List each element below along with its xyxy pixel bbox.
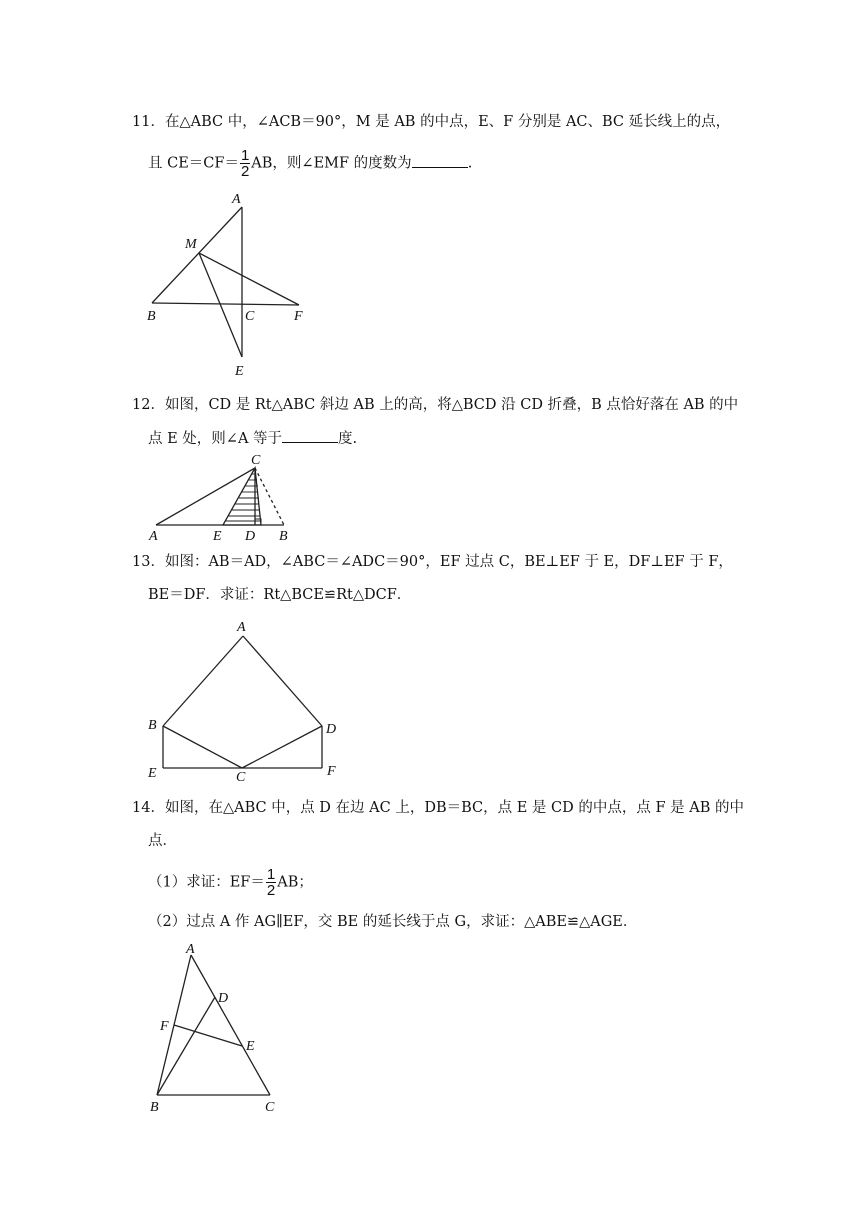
problem-11-text-2a: 且 CE＝CF＝	[148, 155, 239, 172]
label-C: C	[245, 309, 255, 324]
segment-BD	[157, 997, 215, 1095]
problem-13-number: 13．	[132, 554, 165, 570]
problem-14-text-2: 点．	[148, 833, 177, 849]
label-C: C	[265, 1100, 275, 1115]
label-A: A	[232, 192, 241, 207]
label-E: E	[246, 1039, 255, 1054]
problem-14-part1-a: （1）求证：EF＝	[148, 874, 265, 891]
problem-12-number: 12．	[132, 397, 165, 413]
label-B: B	[279, 529, 288, 544]
fraction-numerator: 1	[266, 866, 276, 883]
problem-13-text-1: 如图：AB＝AD，∠ABC＝∠ADC＝90°，EF 过点 C，BE⊥EF 于 E，DF⊥EF 于 F，	[164, 554, 733, 570]
problem-12-text-2b: 度.	[338, 431, 358, 447]
fraction-denominator: 2	[266, 882, 276, 899]
label-C: C	[236, 770, 246, 785]
label-E: E	[235, 364, 244, 379]
problem-11-text-1: 在△ABC 中，∠ACB＝90°，M 是 AB 的中点，E、F 分别是 AC、BC 延长线上的点，	[164, 114, 731, 130]
label-E: E	[213, 529, 222, 544]
problem-12-text-2a: 点 E 处，则∠A 等于	[148, 431, 283, 447]
problem-14-number: 14．	[132, 800, 165, 816]
label-F: F	[294, 309, 303, 324]
label-D: D	[245, 529, 256, 544]
fraction-numerator: 1	[240, 147, 250, 164]
label-D: D	[326, 722, 337, 737]
label-C: C	[251, 453, 261, 468]
label-A: A	[237, 620, 246, 635]
label-F: F	[327, 764, 336, 779]
label-B: B	[147, 309, 156, 324]
label-F: F	[160, 1019, 169, 1034]
label-A: A	[186, 942, 195, 957]
fraction-denominator: 2	[240, 163, 250, 180]
problem-11-period: .	[467, 155, 473, 172]
label-D: D	[218, 991, 229, 1006]
label-M: M	[185, 237, 197, 252]
problem-14-text-1: 如图，在△ABC 中，点 D 在边 AC 上，DB＝BC，点 E 是 CD 的中点，点 F 是 AB 的中	[164, 800, 744, 816]
label-B: B	[150, 1100, 159, 1115]
problem-13-text-2: BE＝DF．求证：Rt△BCE≌Rt△DCF．	[148, 587, 412, 603]
problem-11-number: 11．	[132, 114, 165, 130]
problem-14-part2: （2）过点 A 作 AG∥EF，交 BE 的延长线于点 G，求证：△ABE≌△AGE．	[148, 914, 638, 930]
label-A: A	[149, 529, 158, 544]
label-E: E	[148, 766, 157, 781]
problem-14-part1-b: AB；	[277, 874, 313, 891]
segment-AC	[191, 955, 270, 1095]
problem-12-text-1: 如图，CD 是 Rt△ABC 斜边 AB 上的高，将△BCD 沿 CD 折叠，B 点恰好落在 AB 的中	[164, 397, 739, 413]
label-B: B	[148, 718, 157, 733]
problem-11-text-2b: AB，则∠EMF 的度数为	[251, 155, 412, 172]
